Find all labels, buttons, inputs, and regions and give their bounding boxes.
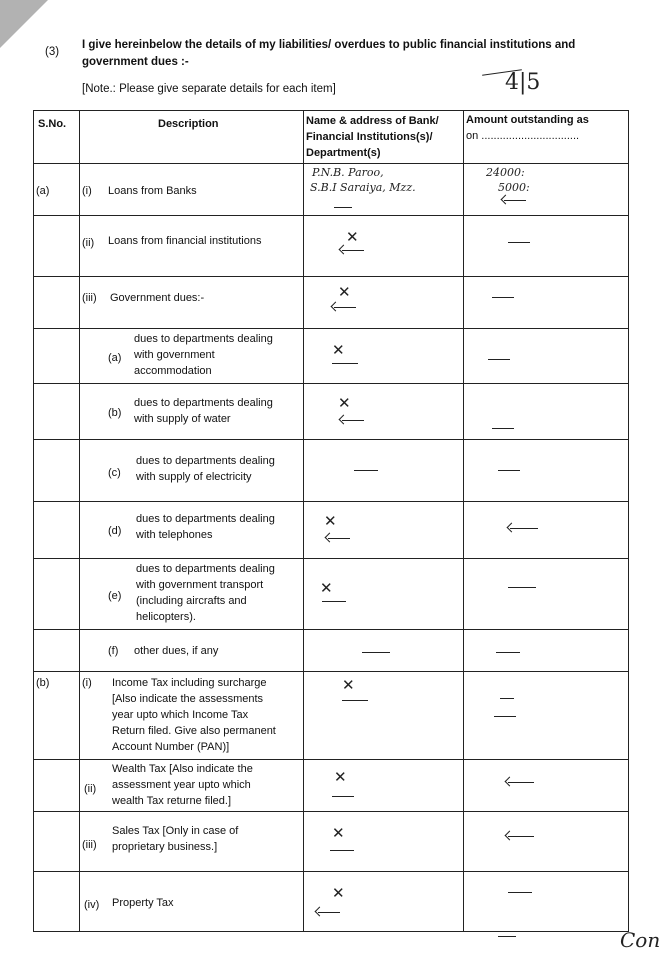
dash-mark (330, 850, 354, 851)
arrow-icon (334, 307, 356, 308)
row-number: (i) (82, 185, 92, 197)
dash-mark (332, 363, 358, 364)
row-description-line: Wealth Tax [Also indicate the (112, 763, 253, 775)
table-row (34, 329, 629, 384)
liabilities-table (33, 110, 629, 932)
table-row (34, 440, 629, 502)
handwritten-amount-1: 24000: (486, 166, 525, 179)
row-description-line: with telephones (136, 529, 213, 541)
row-description-line: dues to departments dealing (134, 397, 273, 409)
cross-mark-icon: ✕ (338, 283, 351, 301)
row-number: (f) (108, 645, 119, 657)
row-number: (d) (108, 525, 122, 537)
row-description: Loans from Banks (108, 185, 197, 197)
row-description-line: dues to departments dealing (136, 563, 275, 575)
row-description-line: with government transport (136, 579, 264, 591)
table-row (34, 384, 629, 440)
cross-mark-icon: ✕ (342, 676, 355, 694)
row-number: (b) (108, 407, 122, 419)
row-description: Loans from financial institutions (108, 235, 262, 247)
header-bank-3: Department(s) (306, 147, 381, 159)
row-description-line: Income Tax including surcharge (112, 677, 267, 689)
dash-mark (492, 428, 514, 429)
table-row (34, 277, 629, 329)
arrow-icon (508, 836, 534, 837)
arrow-icon (504, 200, 526, 201)
dash-mark (342, 700, 368, 701)
row-description-line: helicopters). (136, 611, 196, 623)
dash-mark (496, 652, 520, 653)
row-description-line: year upto which Income Tax (112, 709, 249, 721)
dash-mark (508, 242, 530, 243)
row-description-line: assessment year upto which (112, 779, 251, 791)
row-description-line: (including aircrafts and (136, 595, 247, 607)
intro-line-1: I give hereinbelow the details of my liabilities/ overdues to public financial institutions and (82, 39, 576, 51)
cross-mark-icon: ✕ (338, 394, 351, 412)
pen-stroke (334, 207, 352, 208)
arrow-icon (318, 912, 340, 913)
note-text: [Note.: Please give separate details for each item] (82, 83, 336, 95)
row-description-line: Account Number (PAN)] (112, 741, 230, 753)
header-description: Description (158, 118, 219, 130)
row-number: (c) (108, 467, 121, 479)
row-description-line: with government (134, 349, 215, 361)
table-row (34, 559, 629, 630)
continued-mark: Con (620, 928, 661, 952)
header-sno: S.No. (38, 118, 67, 130)
row-description-line: dues to departments dealing (136, 455, 275, 467)
cross-mark-icon: ✕ (334, 768, 347, 786)
row-description-line: with supply of electricity (136, 471, 252, 483)
cross-mark-icon: ✕ (320, 579, 333, 597)
page-mark: 4|5 (505, 70, 541, 95)
table-row (34, 502, 629, 559)
dash-mark (498, 470, 520, 471)
row-number: (a) (108, 352, 122, 364)
dash-mark (492, 297, 514, 298)
row-description-line: [Also indicate the assessments (112, 693, 264, 705)
row-number: (ii) (84, 783, 97, 795)
cross-mark-icon: ✕ (332, 884, 345, 902)
scan-corner-mark (0, 0, 48, 48)
dash-mark (498, 936, 516, 937)
row-description: Government dues:- (110, 292, 205, 304)
row-number: (e) (108, 590, 122, 602)
row-sno: (b) (36, 677, 50, 689)
row-number: (ii) (82, 237, 95, 249)
table-row (34, 630, 629, 672)
intro-line-2: government dues :- (82, 56, 189, 68)
row-description-line: proprietary business.] (112, 841, 218, 853)
table-row (34, 164, 629, 216)
dash-mark (488, 359, 510, 360)
cross-mark-icon: ✕ (332, 341, 345, 359)
row-description-line: dues to departments dealing (136, 513, 275, 525)
header-bank-1: Name & address of Bank/ (306, 115, 439, 127)
cross-mark-icon: ✕ (332, 824, 345, 842)
cross-mark-icon: ✕ (324, 512, 337, 530)
table-row (34, 672, 629, 760)
arrow-icon (328, 538, 350, 539)
arrow-icon (342, 420, 364, 421)
row-description: other dues, if any (134, 645, 219, 657)
table-header-row (34, 111, 629, 164)
handwritten-bank-1: P.N.B. Paroo, (312, 166, 384, 179)
row-number: (i) (82, 677, 92, 689)
arrow-icon (342, 250, 364, 251)
header-amount-1: Amount outstanding as (466, 114, 589, 126)
handwritten-amount-2: 5000: (498, 181, 530, 194)
dash-mark (508, 892, 532, 893)
arrow-icon (510, 528, 538, 529)
section-number: (3) (45, 46, 60, 58)
row-description-line: with supply of water (134, 413, 231, 425)
table-row (34, 216, 629, 277)
arrow-icon (508, 782, 534, 783)
dash-mark (322, 601, 346, 602)
cross-mark-icon: ✕ (346, 228, 359, 246)
row-description-line: Sales Tax [Only in case of (112, 825, 239, 837)
row-number: (iii) (82, 839, 97, 851)
row-description-line: accommodation (134, 365, 212, 377)
table-row (34, 760, 629, 812)
dash-mark (362, 652, 390, 653)
dash-mark (508, 587, 536, 588)
row-description: Property Tax (112, 897, 174, 909)
table-row (34, 872, 629, 932)
dash-mark (500, 698, 514, 699)
dash-mark (332, 796, 354, 797)
row-description-line: dues to departments dealing (134, 333, 273, 345)
handwritten-bank-2: S.B.I Saraiya, Mzz. (310, 181, 416, 194)
row-description-line: Return filed. Give also permanent (112, 725, 276, 737)
row-number: (iv) (84, 899, 100, 911)
dash-mark (354, 470, 378, 471)
table-row (34, 812, 629, 872)
row-number: (iii) (82, 292, 97, 304)
row-sno: (a) (36, 185, 50, 197)
row-description-line: wealth Tax returne filed.] (112, 795, 232, 807)
header-amount-2: on ................................ (466, 130, 580, 142)
header-bank-2: Financial Institutions(s)/ (306, 131, 433, 143)
dash-mark (494, 716, 516, 717)
